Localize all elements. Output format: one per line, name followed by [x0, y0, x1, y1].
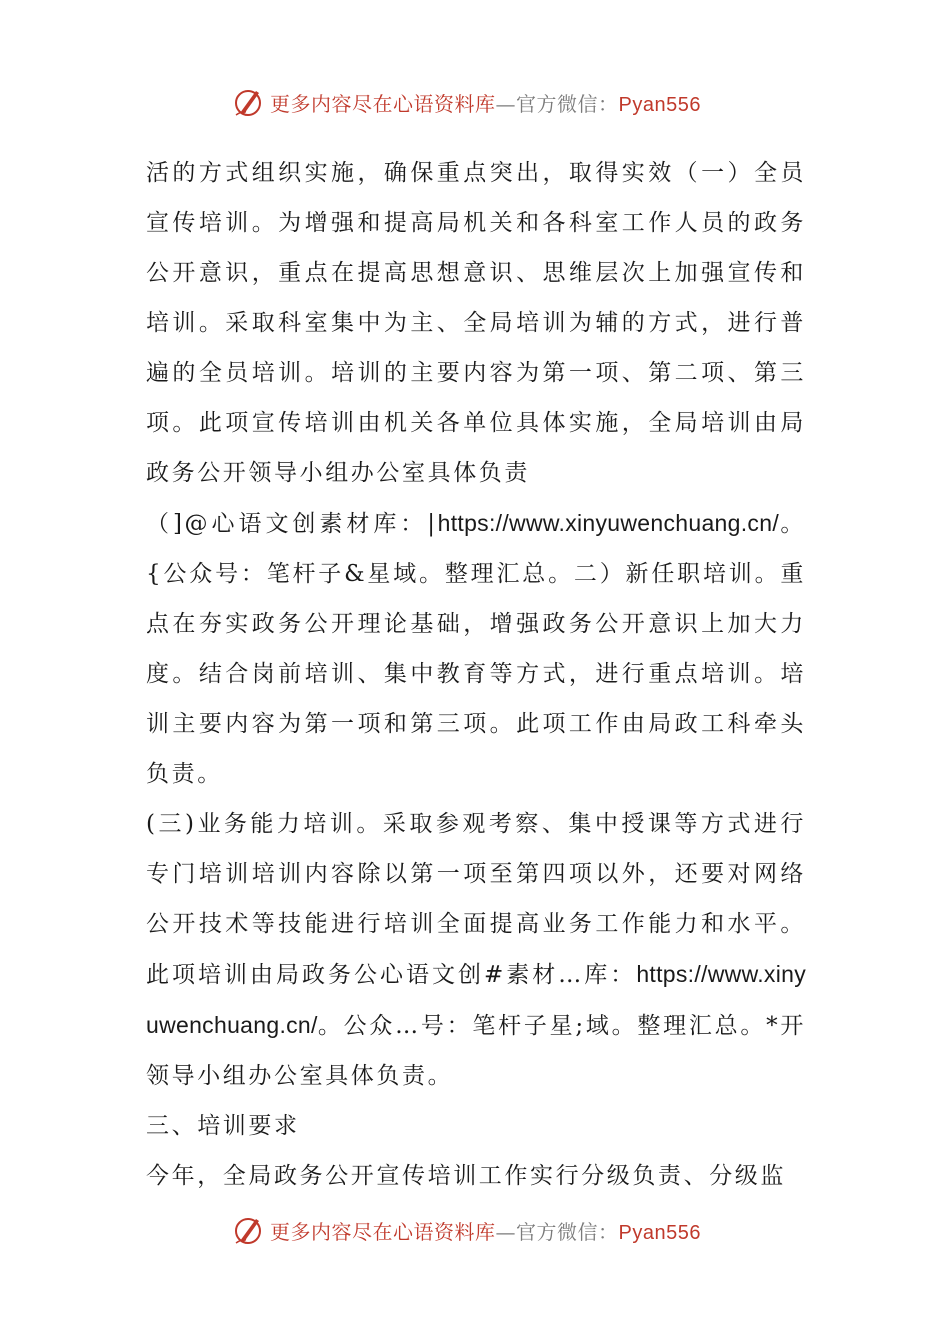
header-banner-wechat-label: 官方微信： [516, 91, 619, 116]
paragraph-3-rest: 。公众…号：笔杆子星;域。整理汇总。*开领导小组办公室具体负责。 [146, 1013, 806, 1089]
footer-banner-dash: — [495, 1219, 516, 1244]
quill-pen-circle-icon [230, 1212, 266, 1248]
header-banner [230, 82, 750, 122]
footer-banner-wechat-label: 官方微信： [516, 1219, 619, 1244]
quill-pen-circle-icon [230, 84, 266, 120]
section-heading: 三、培训要求 [146, 1113, 300, 1139]
footer-banner-main: 更多内容尽在心语资料库 [270, 1219, 496, 1244]
footer-banner-wechat-id: Pyan556 [618, 1221, 701, 1244]
header-banner-dash: — [495, 91, 516, 116]
paragraph-2 [146, 498, 806, 799]
header-banner-text [270, 88, 701, 117]
paragraph-3-lead: (三)业务能力培训。采取参观考察、集中授课等方式进行专门培训培训内容除以第一项至第四项以外，还要对网络公开技术等技能进行培训全面提高业务工作能力和水平。此项培训由局政务公心语文创#素材…库： [146, 811, 806, 988]
paragraph-3-url: https://www.xinyuwenchuang.cn/ [146, 961, 806, 1038]
paragraph-5: 今年，全局政务公开宣传培训工作实行分级负责、分级监 [146, 1163, 786, 1189]
paragraph-2-lead: （]@心语文创素材库：| [146, 511, 438, 537]
paragraph-1: 活的方式组织实施，确保重点突出，取得实效（一）全员宣传培训。为增强和提高局机关和各科室工作人员的政务公开意识，重点在提高思想意识、思维层次上加强宣传和培训。采取科室集中为主、全局培训为辅的方式，进行普遍的全员培训。培训的主要内容为第一项、第二项、第三项。此项宣传培训由机关各单位具体实施，全局培训由局政务公开领导小组办公室具体负责 [146, 160, 806, 486]
paragraph-2-rest: 。{公众号：笔杆子&星域。整理汇总。二）新任职培训。重点在夯实政务公开理论基础，增强政务公开意识上加大力度。结合岗前培训、集中教育等方式，进行重点培训。培训主要内容为第一项和第三项。此项工作由局政工科牵头负责。 [146, 511, 806, 787]
header-banner-wechat-id: Pyan556 [618, 93, 701, 116]
header-banner-main: 更多内容尽在心语资料库 [270, 91, 496, 116]
footer-banner-text [270, 1216, 701, 1245]
paragraph-2-url: https://www.xinyuwenchuang.cn/ [437, 510, 780, 536]
paragraph-3 [146, 799, 806, 1101]
footer-banner [230, 1210, 750, 1250]
document-body [146, 148, 806, 1201]
